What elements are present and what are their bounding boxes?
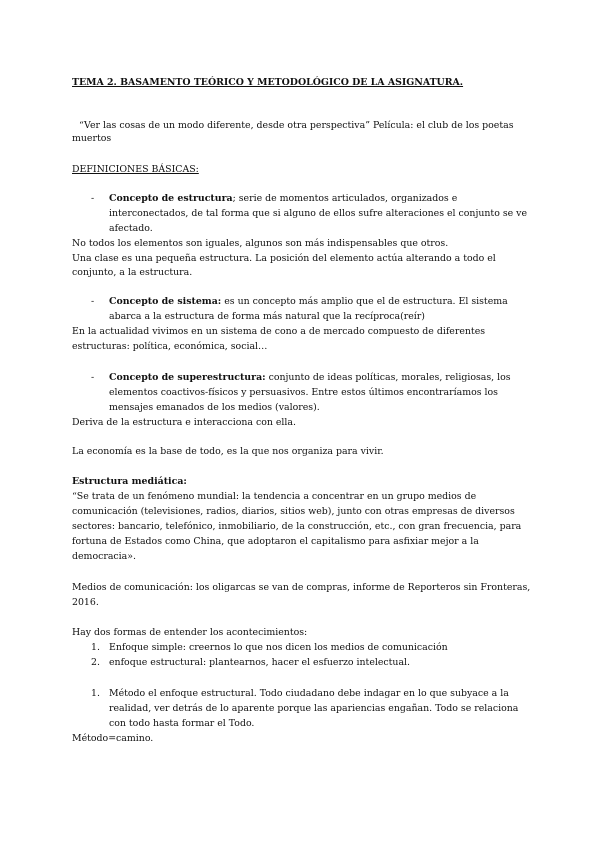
superestructura-line-3: mensajes emanados de los medios (valores). [109, 402, 320, 413]
sistema-def: es un concepto más amplio que el de estructura. El sistema [221, 296, 508, 307]
list-number: 1. [91, 642, 100, 653]
estructura-line-3: afectado. [109, 223, 153, 234]
sistema-note-1: En la actualidad vivimos en un sistema de cono a de mercado compuesto de diferentes [72, 326, 486, 337]
quote-line-2: muertos [72, 133, 112, 144]
formas-item-2: enfoque estructural: plantearnos, hacer el esfuerzo intelectual. [109, 657, 411, 668]
metodo-footer: Método=camino. [72, 733, 154, 744]
medios-line-2: 2016. [72, 597, 99, 608]
mediatica-heading: Estructura mediática: [72, 476, 187, 487]
estructura-line-2: interconectados, de tal forma que si alguno de ellos sufre alteraciones el conjunto se ve [109, 208, 528, 219]
list-number: 2. [91, 657, 100, 668]
document-title: TEMA 2. BASAMENTO TEÓRICO Y METODOLÓGICO DE LA ASIGNATURA. [72, 77, 464, 88]
mediatica-line: fortuna de Estados como China, que adoptaron el capitalismo para asfixiar mejor a la [72, 536, 479, 547]
mediatica-line: comunicación (televisiones, radios, diarios, sitios web), junto con otras empresas de diversos [72, 506, 515, 517]
estructura-note-3: conjunto, a la estructura. [72, 267, 193, 278]
bullet-dash: - [91, 193, 95, 204]
bullet-dash: - [91, 296, 95, 307]
bullet-dash: - [91, 372, 95, 383]
mediatica-line: sectores: bancario, telefónico, inmobiliario, de la construcción, etc., con gran frecuencia, para [72, 521, 522, 532]
sistema-line-2: abarca a la estructura de forma más natural que la recíproca(reír) [109, 311, 425, 322]
metodo-line-1: Método el enfoque estructural. Todo ciudadano debe indagar en lo que subyace a la [109, 688, 509, 699]
metodo-line-2: realidad, ver detrás de lo aparente porque las apariencias engañan. Todo se relaciona [109, 703, 519, 714]
definitions-heading: DEFINICIONES BÁSICAS: [72, 164, 199, 175]
sistema-term: Concepto de sistema: [109, 296, 222, 307]
superestructura-term: Concepto de superestructura: [109, 372, 266, 383]
economia-paragraph: La economía es la base de todo, es la que nos organiza para vivir. [72, 446, 384, 457]
mediatica-line: “Se trata de un fenómeno mundial: la tendencia a concentrar en un grupo medios de [72, 491, 477, 502]
estructura-term: Concepto de estructura [109, 193, 233, 204]
estructura-note-2: Una clase es una pequeña estructura. La posición del elemento actúa alterando a todo el [72, 253, 496, 264]
list-number: 1. [91, 688, 100, 699]
superestructura-def: conjunto de ideas políticas, morales, religiosas, los [265, 372, 511, 383]
estructura-note-1: No todos los elementos son iguales, algunos son más indispensables que otros. [72, 238, 449, 249]
superestructura-line-2: elementos coactivos-físicos y persuasivos. Entre estos últimos encontraríamos los [109, 387, 498, 398]
estructura-def: ; serie de momentos articulados, organizados e [232, 193, 458, 204]
estructura-line-1 [109, 193, 457, 205]
formas-item-1: Enfoque simple: creernos lo que nos dicen los medios de comunicación [109, 642, 448, 653]
metodo-line-3: con todo hasta formar el Todo. [109, 718, 255, 729]
sistema-note-2: estructuras: política, económica, social… [72, 341, 268, 352]
mediatica-line: democracia». [72, 551, 136, 562]
quote-line-1: “Ver las cosas de un modo diferente, desde otra perspectiva” Película: el club de los poetas [79, 120, 514, 131]
sistema-line-1 [109, 296, 508, 308]
superestructura-line-1 [109, 372, 511, 384]
formas-intro: Hay dos formas de entender los acontecimientos: [72, 627, 308, 638]
medios-line-1: Medios de comunicación: los oligarcas se van de compras, informe de Reporteros sin Fronteras, [72, 582, 531, 593]
superestructura-note-1: Deriva de la estructura e interacciona con ella. [72, 417, 296, 428]
